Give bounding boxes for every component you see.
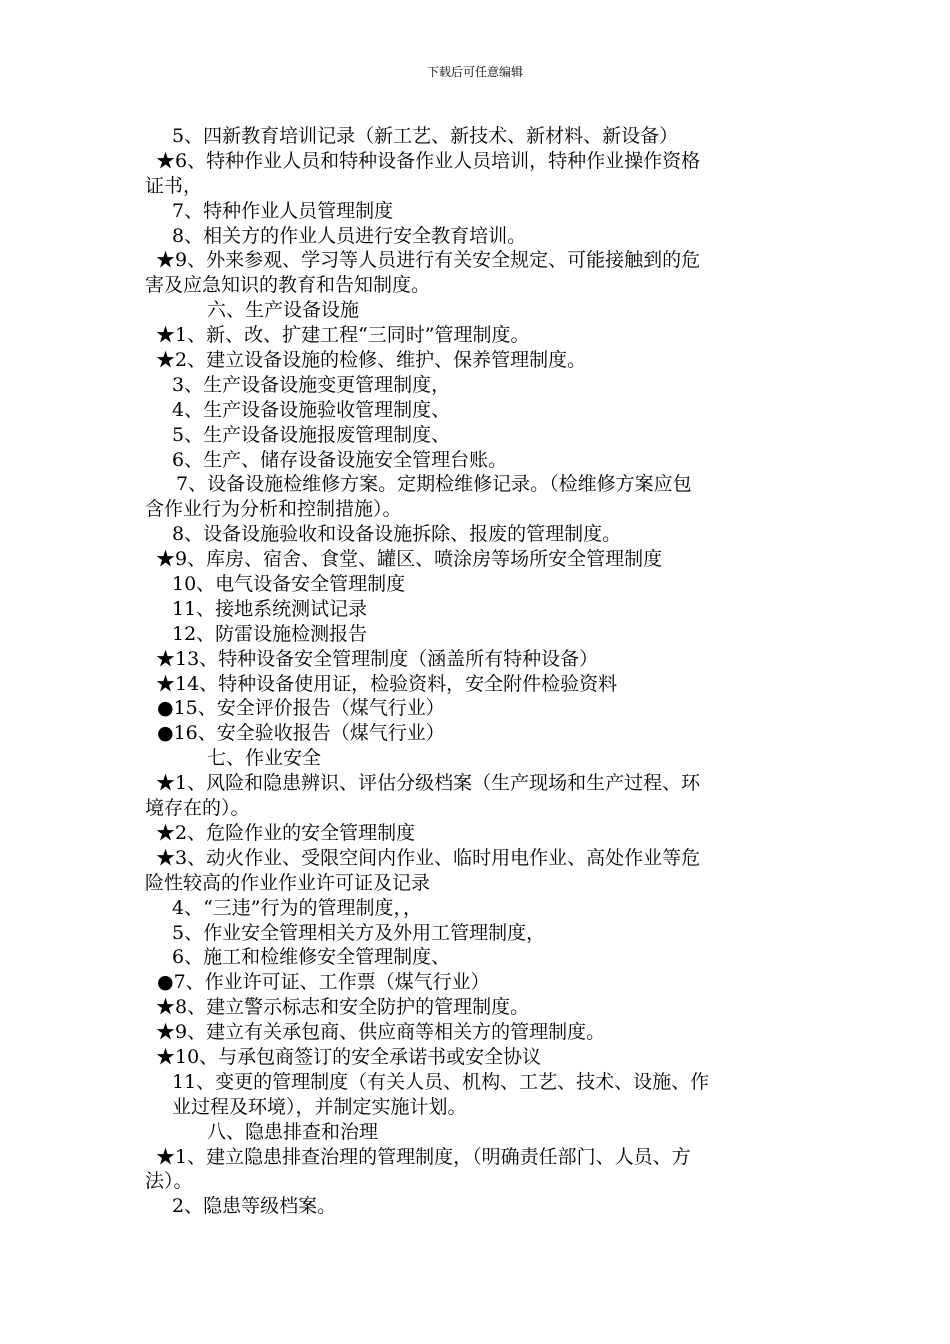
document-line: 7、设备设施检维修方案。定期检维修记录。（检维修方案应包 (176, 473, 692, 496)
document-line: 3、生产设备设施变更管理制度， (172, 373, 451, 396)
document-line: ●15、安全评价报告（煤气行业） (157, 697, 445, 720)
document-line: ★14、特种设备使用证，检验资料，安全附件检验资料 (156, 672, 618, 695)
document-line: 11、变更的管理制度（有关人员、机构、工艺、技术、设施、作 (172, 1070, 710, 1093)
document-line: 5、生产设备设施报废管理制度、 (172, 423, 451, 446)
document-line: 6、施工和检维修安全管理制度、 (172, 946, 451, 969)
document-line: 业过程及环境），并制定实施计划。 (172, 1095, 467, 1118)
document-line: ★13、特种设备安全管理制度（涵盖所有特种设备） (156, 647, 599, 670)
document-line: 境存在的）。 (145, 797, 250, 820)
document-line: 5、作业安全管理相关方及外用工管理制度， (172, 921, 546, 944)
document-line: 12、防雷设施检测报告 (172, 622, 368, 645)
document-line: 8、相关方的作业人员进行安全教育培训。 (172, 224, 527, 247)
document-line: ★6、特种作业人员和特种设备作业人员培训，特种作业操作资格 (156, 149, 701, 172)
document-line: 证书， (145, 174, 203, 197)
document-line: 7、特种作业人员管理制度 (172, 199, 394, 222)
document-line: ★9、外来参观、学习等人员进行有关安全规定、可能接触到的危 (156, 249, 701, 272)
document-line: ★9、库房、宿舍、食堂、罐区、喷涂房等场所安全管理制度 (156, 548, 663, 571)
document-line: 法）。 (145, 1170, 193, 1193)
document-line: ★3、动火作业、受限空间内作业、临时用电作业、高处作业等危 (156, 846, 701, 869)
document-line: ★1、建立隐患排查治理的管理制度，（明确责任部门、人员、方 (156, 1145, 691, 1168)
document-line: ★1、新、改、扩建工程“三同时”管理制度。 (156, 324, 530, 347)
document-line: ★2、危险作业的安全管理制度 (156, 821, 416, 844)
document-line: 六、生产设备设施 (207, 299, 360, 322)
document-line: 含作业行为分析和控制措施）。 (145, 498, 402, 521)
document-line: ★1、风险和隐患辨识、评估分级档案（生产现场和生产过程、环 (156, 772, 701, 795)
document-line: 8、设备设施验收和设备设施拆除、报废的管理制度。 (172, 523, 622, 546)
document-line: 11、接地系统测试记录 (172, 597, 368, 620)
document-line: 4、“三违”行为的管理制度，， (172, 896, 423, 919)
document-line: 险性较高的作业作业许可证及记录 (145, 871, 431, 894)
document-line: ★9、建立有关承包商、供应商等相关方的管理制度。 (156, 1021, 606, 1044)
page-header-note: 下载后可任意编辑 (426, 65, 523, 79)
document-line: 害及应急知识的教育和告知制度。 (145, 274, 431, 297)
document-line: ★8、建立警示标志和安全防护的管理制度。 (156, 996, 530, 1019)
document-line: ●16、安全验收报告（煤气行业） (157, 722, 445, 745)
document-line: 七、作业安全 (207, 747, 322, 770)
document-line: ★10、与承包商签订的安全承诺书或安全协议 (156, 1045, 542, 1068)
document-line: 2、隐患等级档案。 (172, 1195, 337, 1218)
document-line: 5、四新教育培训记录（新工艺、新技术、新材料、新设备） (172, 125, 679, 147)
document-line: 6、生产、储存设备设施安全管理台账。 (172, 448, 508, 471)
document-line: ●7、作业许可证、工作票（煤气行业） (157, 971, 490, 994)
document-line: 八、隐患排查和治理 (207, 1120, 379, 1143)
document-line: 10、电气设备安全管理制度 (172, 573, 406, 596)
document-line: 4、生产设备设施验收管理制度、 (172, 398, 451, 421)
document-body (145, 124, 807, 1219)
document-line: ★2、建立设备设施的检修、维护、保养管理制度。 (156, 349, 587, 372)
